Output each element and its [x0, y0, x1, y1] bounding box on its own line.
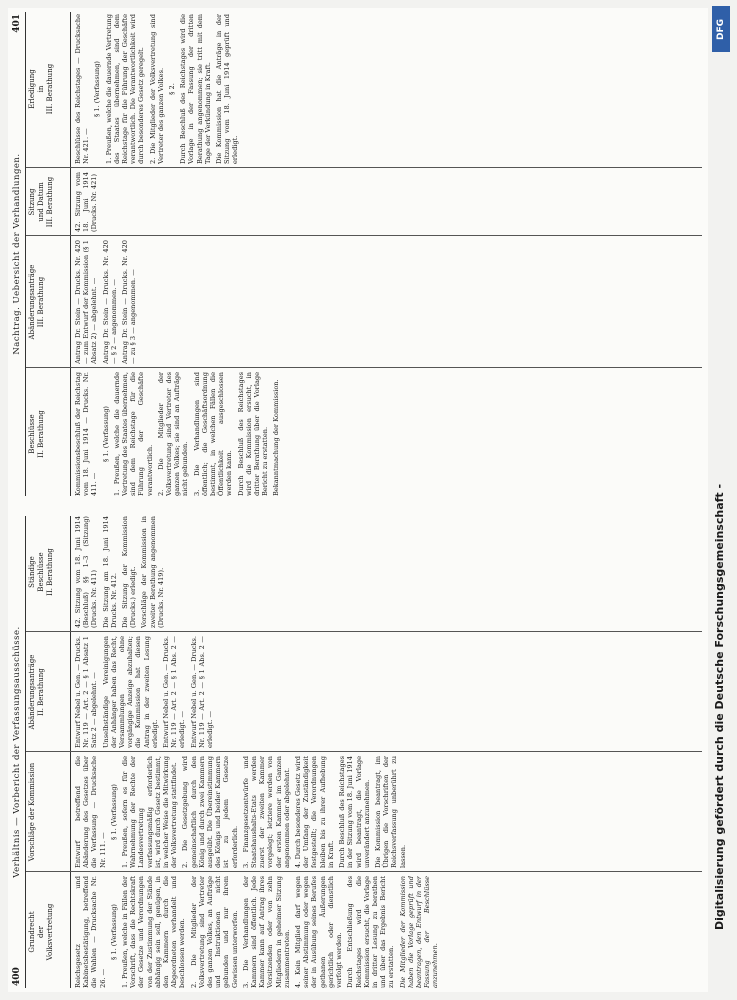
divider [25, 516, 26, 988]
paragraph: Unselbständige Vereinigungen der Anhänger haben das Recht, Versammlungen ohne vorgängige Anzeige abzuhalten; die Kommission hat diesen Antrag in der zweiten Lesung erledigt. [101, 636, 159, 748]
scanned-page [8, 8, 708, 992]
paragraph: 42. Sitzung vom 18. Juni 1914 (Drucks. Nr. 421) [74, 172, 99, 232]
paragraph: Beschlüsse des Reichstages — Drucksache Nr. 421. — [74, 14, 91, 164]
page-number: 400 [12, 967, 22, 986]
paragraph: Entwurf Nebel u. Gen. — Drucks. Nr. 119 — Art. 2 — § 1 Abs. 2 — erledigt. — [162, 636, 187, 748]
paragraph: § 1. (Verfassung) [109, 784, 118, 840]
paragraph: Die Sitzung der Kommission (Drucks.) erledigt. [121, 516, 138, 628]
paragraph: 1. Preußen, welche die dauernde Vertretung des Staates übernehmen, sind dem Reichstage für die Führung der Geschäfte verantwortlich. Die Verantwortlichkeit wird durch besonderes Gesetz geregelt. [104, 14, 146, 164]
footnote: Die Mitglieder der Kommission haben die Vorlage geprüft und beantragen, den Entwurf in der Fassung der Beschlüsse anzunehmen. [398, 876, 440, 988]
column-header: Abänderungsanträge III. Berathung [28, 264, 45, 340]
page-number: 401 [12, 14, 22, 33]
paragraph: Antrag Dr. Stein — Drucks. Nr. 420 — zu § 3 — angenommen. — [121, 240, 138, 364]
column-header: Ständige Beschlüsse II. Berathung [28, 548, 54, 596]
dfg-logo-badge: DFG [712, 6, 730, 52]
column-header: Abänderungsanträge II. Berathung [28, 654, 45, 730]
column-header: Beschlüsse II. Berathung [28, 410, 45, 458]
paragraph: Durch Beschluß des Reichstages wird die Vorlage in der Fassung der dritten Berathung angenommen; sie tritt mit dem Tage der Verkündung in Kraft. [179, 14, 212, 164]
paragraph: Die Kommission hat die Anträge in der Sitzung vom 18. Juni 1914 geprüft und erledigt. [215, 14, 240, 164]
paragraph: Durch Beschluß des Reichstages wird die Kommission ersucht, in dritter Berathung über die Vorlage Bericht zu erstatten. [236, 372, 270, 496]
paragraph: Entwurf Nebel u. Gen. — Drucks. Nr. 119 — Art. 2 — § 1 Absatz 1 Satz 2 — abgelehnt. — [74, 636, 99, 748]
divider [25, 12, 26, 496]
paragraph: Entwurf betreffend die Abänderung des Gesetzes über die Verfassung — Drucksache Nr. 111. — [74, 756, 107, 868]
column-header: Grundrecht der Volksvertretung [28, 903, 54, 961]
paragraph: 1. Preußen, welche in Fällen der Vorschrift, dass die Rechtskraft der Gesetze und Verordnungen von der Zustimmung der Stände abhängig sein soll, genügen, in den Kammern durch die Abgeordneten verhandelt und beschlossen werden. [121, 876, 187, 988]
text-column [74, 636, 702, 748]
rotated-spread [8, 8, 708, 992]
paragraph: 2. Die Mitglieder der Volksvertretung sind Vertreter des ganzen Volkes; sie sind an Aufträge nicht gebunden. [156, 372, 190, 496]
left-page [8, 512, 708, 992]
paragraph: 4. Durch besonderes Gesetz wird der Umfang der Zuständigkeit festgestellt; die Verordnungen bleiben bis zu ihrer Aufhebung in Kraft. [294, 756, 335, 868]
column-header: Erledigung in III. Berathung [28, 63, 54, 115]
paragraph: § 1. (Verfassung) [109, 904, 118, 960]
paragraph: Antrag Dr. Stein — Drucks. Nr. 420 — § 2 — angenommen. — [101, 240, 118, 364]
column-rule [26, 871, 702, 872]
column-header: Vorschläge der Kommission [28, 762, 36, 862]
column-rule [26, 751, 702, 752]
paragraph: Durch Entschließung des Reichstages wird die Kommission ersucht, die Vorlage in dritter Lesung zu berathen und über das Ergebnis Bericht zu erstatten. [346, 876, 396, 988]
column-rule [26, 367, 702, 368]
text-column [74, 876, 702, 988]
paragraph: § 1. (Verfassung) [93, 61, 102, 117]
paragraph: Die Sitzung am 18. Juni 1914 Drucks. Nr. 412. [101, 516, 118, 628]
paragraph: 2. Die Mitglieder der Volksvertretung sind Vertreter des ganzen Volkes, an Aufträge und Instruktionen nicht gebunden und nur ihrem Gewissen unterworfen. [189, 876, 239, 988]
paragraph: Kommissionsbeschluß der Reichstag vom 18. Juni 1914 — Drucks. Nr. 411. — [74, 372, 99, 496]
paragraph: 3. Finanzgesetzentwürfe und Staatshaushalts-Etats werden zuerst der zweiten Kammer vorgelegt; letztere werden von der ersten Kammer im Ganzen angenommen oder abgelehnt. [241, 756, 291, 868]
text-column [74, 240, 702, 364]
column-rule [26, 235, 702, 236]
paragraph: 2. Die Gesetzgebung wird gemeinschaftlich durch den König und durch zwei Kammern ausgeübt. Die Übereinstimmung des Königs und beider Kammern ist zu jedem Gesetze erforderlich. [181, 756, 239, 868]
column-header: Sitzung und Datum III. Berathung [28, 176, 54, 228]
paragraph: 1. Preußen, sofern es für die Wahrnehmung der Rechte der Landesvertretung verfassungsmäßig erforderlich ist, wird durch Gesetz bestimmt, in welcher Weise die Mitwirkung der Volksvertretung stattfindet. [121, 756, 179, 868]
paragraph: § 2. [168, 83, 177, 95]
paragraph: § 1. (Verfassung) [101, 406, 110, 462]
text-column [74, 172, 702, 232]
right-page [8, 8, 708, 500]
paragraph: 3. Die Verhandlungen der Kammern sind öffentlich. Jede Kammer kann auf Antrag ihres Vorsitzenden oder von zehn Mitgliedern in geheimer Sitzung zusammentreten. [241, 876, 291, 988]
paragraph: Antrag Dr. Stein — Drucks. Nr. 420 — zum Entwurf der Kommission (§ 1 Absatz 2) — abgelehnt. — [74, 240, 99, 364]
paragraph: 4. Kein Mitglied darf wegen seiner Abstimmung oder wegen der in Ausübung seines Berufes gethanen Äußerungen gerichtlich oder dienstlich verfolgt werden. [294, 876, 344, 988]
column-rule [26, 167, 702, 168]
watermark-text: Digitalisierung gefördert durch die Deutsche Forschungsgemeinschaft - [713, 483, 726, 930]
paragraph: Bekanntmachung der Kommission. [272, 379, 281, 496]
divider [70, 516, 71, 988]
divider [70, 12, 71, 496]
paragraph: Durch Beschluß des Reichstages in der Sitzung vom 18. Juni 1914 wird beantragt, die Vorlage unverändert anzunehmen. [338, 756, 371, 868]
paragraph: 1. Preußen, welche die dauernde Vertretung des Staates übernehmen, sind dem Reichstage für die Führung der Geschäfte verantwortlich. [112, 372, 154, 496]
paragraph: Entwurf Nebel u. Gen. — Drucks. Nr. 119 — Art. 2 — § 1 Abs. 2 — erledigt. — [189, 636, 215, 748]
running-head: Nachtrag. Uebersicht der Verhandlungen. [12, 153, 22, 355]
paragraph: 42. Sitzung vom 18. Juni 1914 (Beschluß) §§ 1–3 (Sitzung) (Drucks. Nr. 411) [74, 516, 99, 628]
column-rule [26, 631, 702, 632]
paragraph: Die Kommission beantragt, im Übrigen die Vorschriften der Reichsverfassung unberührt zu lassen. [373, 756, 407, 868]
paragraph: 2. Die Mitglieder der Volksvertretung sind Vertreter des ganzen Volkes. [148, 14, 165, 164]
text-column [74, 372, 702, 496]
text-column [74, 516, 702, 628]
paragraph: Vorschläge der Kommission in zweiter Berathung angenommen (Drucks. Nr. 419). [140, 516, 165, 628]
paragraph: 3. Die Verhandlungen sind öffentlich; die Geschäftsordnung bestimmt, in welchen Fällen die Öffentlichkeit ausgeschlossen werden kann. [192, 372, 234, 496]
paragraph: Reichsgesetz und Kabinetsbestätigung, betreffend die Wahlen — Drucksache Nr. 26. — [74, 876, 107, 988]
text-column [74, 756, 702, 868]
watermark-strip [713, 70, 727, 970]
text-column [74, 14, 702, 164]
running-head: Verhältnis — Vorbericht der Verfassungsausschüsse. [12, 626, 22, 878]
